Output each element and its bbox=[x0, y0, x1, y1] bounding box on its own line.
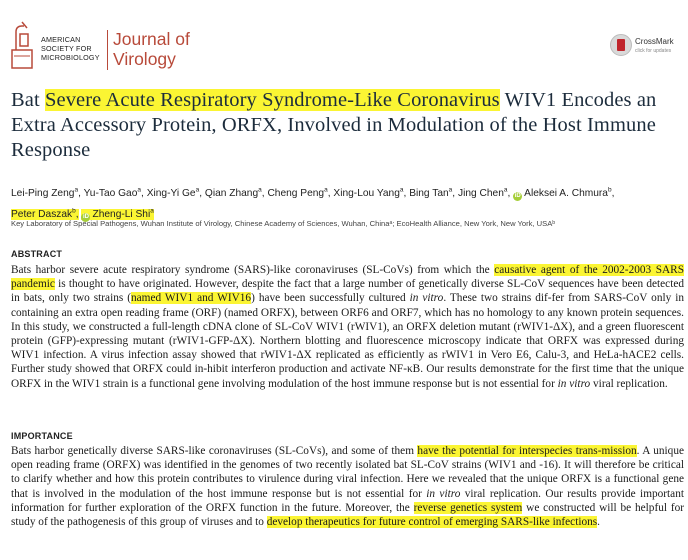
journal-name[interactable]: Journal of Virology bbox=[113, 29, 190, 69]
article-title bbox=[11, 88, 679, 163]
importance-heading: IMPORTANCE bbox=[11, 431, 73, 441]
abstract-body: Bats harbor severe acute respiratory syndrome (SARS)-like coronaviruses (SL-CoVs) from which the causative agent of the 2002-2003 SARS pandemic is thought to have originated. However, despite the fact that a large number of genetically diverse SL-CoV sequences have been detected in bats, only two strains (named WIV1 and WIV16) have been successfully cultured in vitro. These two strains dif-fer from SARS-CoV only in containing an extra open reading frame (ORF) (named ORFX), between ORF6 and ORF7, which has no homology to any known protein sequences. In this study, we constructed a full-length cDNA clone of SL-CoV WIV1 (rWIV1), an ORFX deletion mutant (rWIV1-ΔX), and a green fluorescent protein (GFP)-expressing mutant (rWIV1-GFP-ΔX). Northern blotting and fluorescence microscopy indicate that ORFX was expressed during WIV1 infection. A virus infection assay showed that rWIV1-ΔX replicated as efficiently as rWIV1 in Vero E6, Calu-3, and HeLa-hACE2 cells. Further study showed that ORFX could in-hibit interferon production and activate NF-κB. Our results demonstrate for the first time that the unique ORFX in the WIV1 strain is a functional gene involving modulation of the host immune response but is not essential for in vitro viral replication. bbox=[11, 264, 685, 390]
importance-highlight: have the potential for interspecies trans-mission bbox=[417, 445, 637, 457]
author[interactable]: iD Zheng-Li Shi$^a$ bbox=[82, 207, 154, 220]
author[interactable]: Cheng Peng$^a$, bbox=[267, 187, 331, 200]
title-start: Bat bbox=[11, 89, 45, 111]
author[interactable]: Peter Daszak$^b$, bbox=[11, 207, 79, 220]
orcid-icon[interactable]: iD bbox=[82, 213, 89, 220]
society-name: AMERICAN SOCIETY FOR MICROBIOLOGY bbox=[41, 35, 100, 62]
author[interactable]: Bing Tan$^a$, bbox=[409, 187, 456, 200]
title-highlight: Severe Acute Respiratory Syndrome-Like Coronavirus bbox=[45, 89, 500, 111]
author[interactable]: Yu-Tao Gao$^a$, bbox=[83, 187, 144, 200]
header-divider bbox=[107, 30, 108, 70]
author[interactable]: Qian Zhang$^a$, bbox=[204, 187, 265, 200]
abstract-highlight: named WIV1 and WIV16 bbox=[131, 292, 252, 305]
author[interactable]: Jing Chen$^a$, bbox=[457, 187, 511, 200]
author[interactable]: Xing-Lou Yang$^a$, bbox=[333, 187, 407, 200]
author[interactable]: Xing-Yi Ge$^a$, bbox=[146, 187, 203, 200]
crossmark-button[interactable] bbox=[610, 32, 680, 62]
author[interactable]: Lei-Ping Zeng$^a$, bbox=[11, 187, 81, 200]
affiliation-line: Key Laboratory of Special Pathogens, Wuhan Institute of Virology, Chinese Academy of Sciences, Wuhan, Chinaᵃ; EcoHealth Alliance, New York, New York, USAᵇ bbox=[11, 219, 556, 228]
crossmark-sublabel: click for updates bbox=[635, 48, 672, 54]
importance-highlight: develop therapeutics for future control of emerging SARS-like infections bbox=[266, 516, 598, 529]
author[interactable]: iD Aleksei A. Chmura$^b$, bbox=[514, 187, 615, 200]
importance-highlight: reverse genetics system bbox=[413, 501, 523, 514]
importance-body: Bats harbor genetically diverse SARS-like coronaviruses (SL-CoVs), and some of them have the potential for interspecies trans-mission. A unique open reading frame (ORFX) was identified in the genomes of two recently isolated bat SL-CoV strains (WIV1 and -16). It will therefore be critical to clarify whether and how this protein contributes to virulence during viral infection. Here we revealed that the unique ORFX is a functional gene that is involved in the modulation of the host immune response but is not essential for in vitro viral replication. Our results provide important information for further exploration of the ORFX function in the future. Moreover, the reverse genetics system we constructed will be helpful for study of the pathogenesis of this group of viruses and to develop therapeutics for future control of emerging SARS-like infections. bbox=[11, 445, 685, 529]
abstract-highlight: causative agent of the 2002-2003 SARS pandemic bbox=[11, 264, 684, 291]
crossmark-icon bbox=[610, 34, 632, 56]
author-list bbox=[11, 182, 681, 223]
asm-logo-icon bbox=[10, 20, 36, 70]
orcid-icon[interactable]: iD bbox=[514, 193, 521, 200]
journal-header bbox=[10, 18, 678, 78]
abstract-heading: ABSTRACT bbox=[11, 249, 63, 259]
crossmark-label: CrossMark bbox=[635, 37, 674, 46]
title-end: WIV1 Encodes an Extra Accessory Protein, ORFX, Involved in Modulation of the Host Immune Response bbox=[11, 89, 657, 161]
